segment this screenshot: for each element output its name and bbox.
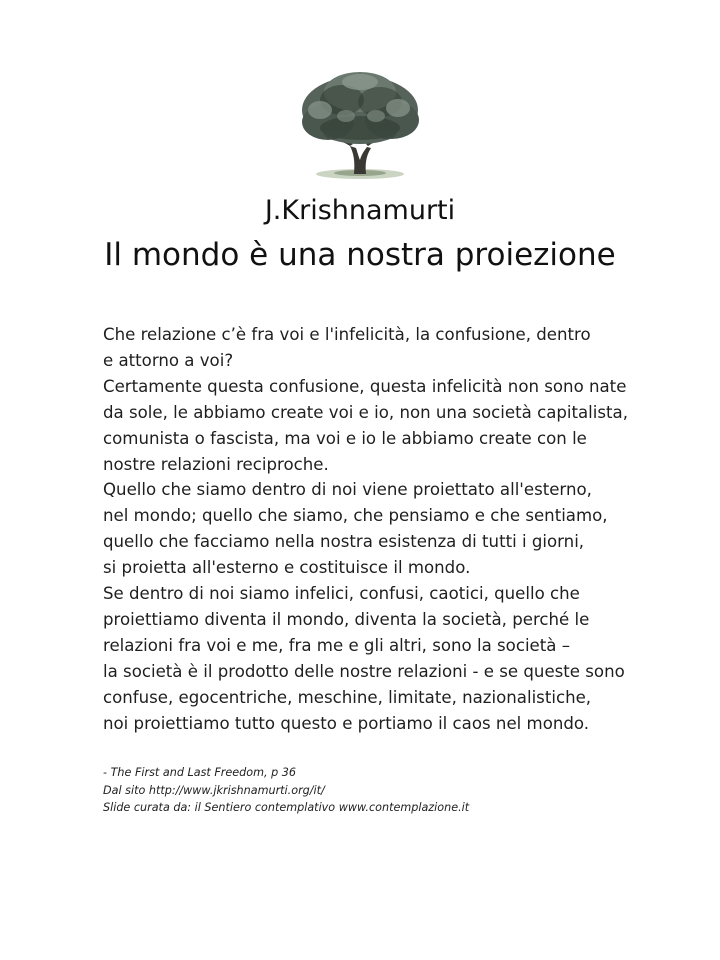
quote-line: quello che facciamo nella nostra esistenza di tutti i giorni, <box>103 532 585 552</box>
author-name: J.Krishnamurti <box>264 195 456 226</box>
oak-tree-icon <box>298 70 422 182</box>
quote-line: si proietta all'esterno e costituisce il mondo. <box>103 558 471 578</box>
quote-line: e attorno a voi? <box>103 350 234 370</box>
quote-line: noi proiettiamo tutto questo e portiamo il caos nel mondo. <box>103 713 590 733</box>
quote-line: nostre relazioni reciproche. <box>103 454 329 474</box>
quote-line: relazioni fra voi e me, fra me e gli altri, sono la società – <box>103 635 571 655</box>
quote-line: confuse, egocentriche, meschine, limitate, nazionalistiche, <box>103 687 592 707</box>
quote-line: Se dentro di noi siamo infelici, confusi, caotici, quello che <box>103 584 580 604</box>
quote-line: comunista o fascista, ma voi e io le abbiamo create con le <box>103 428 587 448</box>
quote-line: proiettiamo diventa il mondo, diventa la società, perché le <box>103 609 590 629</box>
quote-line: nel mondo; quello che siamo, che pensiamo e che sentiamo, <box>103 506 608 526</box>
quote-line: da sole, le abbiamo create voi e io, non una società capitalista, <box>103 402 628 422</box>
quote-line: Che relazione c’è fra voi e l'infelicità, la confusione, dentro <box>103 325 591 344</box>
quote-line: la società è il prodotto delle nostre relazioni - e se queste sono <box>103 661 625 681</box>
source-site: Dal sito http://www.jkrishnamurti.org/it/ <box>103 783 325 797</box>
source-credits <box>103 764 703 817</box>
source-curated: Slide curata da: il Sentiero contemplativo www.contemplazione.it <box>103 801 470 814</box>
source-book: - The First and Last Freedom, p 36 <box>103 766 296 779</box>
quote-text <box>103 322 703 737</box>
quote-line: Certamente questa confusione, questa infelicità non sono nate <box>103 376 627 396</box>
quote-line: Quello che siamo dentro di noi viene proiettato all'esterno, <box>103 480 592 500</box>
page-title: Il mondo è una nostra proiezione <box>104 237 616 273</box>
